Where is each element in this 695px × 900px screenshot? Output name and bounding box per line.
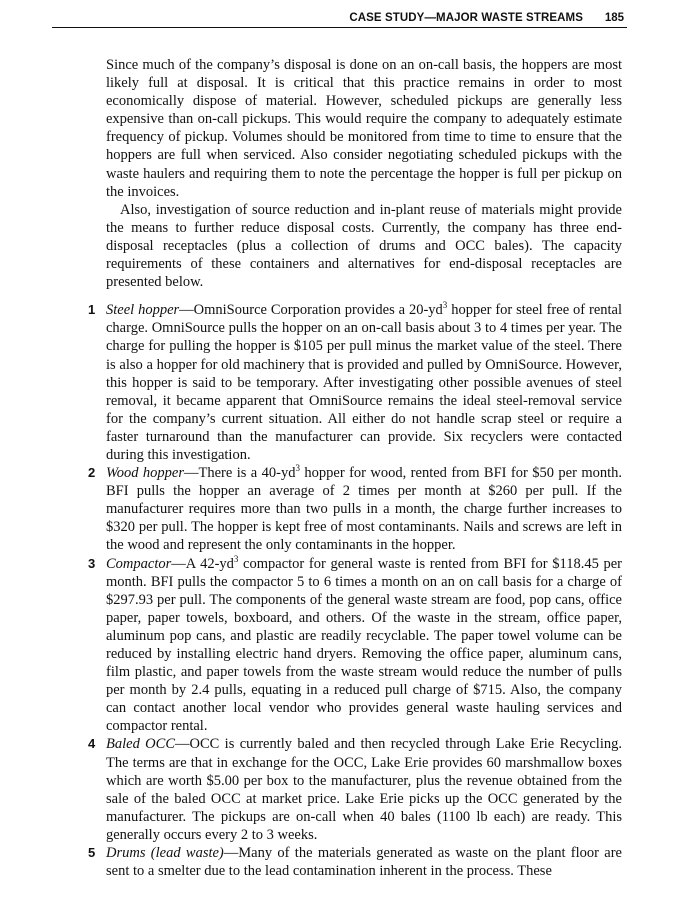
list-item: [88, 301, 622, 464]
superscript: 3: [442, 300, 448, 311]
list-item-text: —Many of the materials generated as waste on the plant floor are sent to a smelter due to the lead contamination inherent in the process. These: [106, 845, 622, 880]
list-item-number: 3: [88, 555, 96, 571]
list-item-text: —OmniSource Corporation provides a 20-yd: [179, 302, 443, 319]
list-item-number: 5: [88, 845, 96, 861]
running-header: [52, 9, 627, 28]
list-item-title: Wood hopper: [106, 465, 184, 482]
list-item-text: hopper for steel free of rental charge. OmniSource pulls the hopper on an on-call basis about 3 to 4 times per year. The charge for pulling the hopper is $105 per pull minus the market value of the steel. There is also a hopper for old machinery that is provided and pulled by OmniSource. However, this hopper is said to be temporary. After investigating other possible avenues of steel removal, it became apparent that OmniSource remains the ideal steel-removal service for the company’s current situation. All either do not handle scrap steel or require a faster turnaround than the manufacturer can provide. Six recyclers were contacted during this investigation.: [106, 302, 622, 463]
list-item-text: —There is a 40-yd: [184, 465, 296, 482]
paragraph: Since much of the company’s disposal is done on an on-call basis, the hoppers are most likely full at disposal. It is critical that this practice remains in order to most economically dispose of material. However, scheduled pickups are generally less expensive than on-call pickups. This would require the company to adequately estimate frequency of pickup. Volumes should be monitored from time to time to ensure that the hoppers are full when serviced. Also consider negotiating scheduled pickups with the waste haulers and requiring them to note the percentage the hopper is full per pickup on the invoices.: [106, 57, 622, 200]
list-item: [88, 735, 622, 844]
list-item-number: 4: [88, 736, 96, 752]
list-item: [88, 464, 622, 554]
list-item-title: Compactor: [106, 555, 172, 572]
numbered-list: [88, 300, 623, 880]
list-item-title: Steel hopper: [106, 302, 180, 319]
list-item-text: compactor for general waste is rented from BFI for $118.45 per month. BFI pulls the compactor 5 to 6 times a month on an on call basis for a charge of $297.93 per pull. The components of the general waste stream are food, pop cans, office paper, paper towels, boxboard, and others. Of the waste in the stream, office paper, aluminum pop cans, and plastic are readily recyclable. The paper towel volume can be reduced by installing electric hand dryers. Removing the office paper, aluminum cans, film plastic, and paper towels from the waste stream would reduce the number of pulls per month by 2.4 pulls, equating in a reduced pull charge of $715. Also, the company can contact another local vendor who provides general waste hauling services and compactor rental.: [106, 555, 622, 735]
list-item: [88, 555, 622, 736]
list-item-text: —OCC is currently baled and then recycled through Lake Erie Recycling. The terms are that in exchange for the OCC, Lake Erie provides 60 marshmallow boxes which are worth $5.00 per box to the manufacturer, plus the revenue obtained from the sale of the baled OCC at market price. Lake Erie picks up the OCC generated by the manufacturer. The pickups are on-call when 40 bales (1100 lb each) are ready. This generally occurs every 2 to 3 weeks.: [106, 736, 622, 843]
superscript: 3: [233, 553, 239, 564]
body-text: [88, 56, 623, 880]
list-item-title: Baled OCC: [106, 736, 175, 753]
list-item: [88, 844, 622, 880]
running-head-title: CASE STUDY—MAJOR WASTE STREAMS: [349, 12, 583, 24]
list-item-number: 2: [88, 465, 96, 481]
list-item-text: —A 42-yd: [171, 555, 234, 572]
superscript: 3: [295, 463, 300, 474]
paragraph: Also, investigation of source reduction and in-plant reuse of materials might provide the means to further reduce disposal costs. Currently, the company has three end-disposal receptacles (plus a collection of drums and OCC bales). The capacity requirements of these containers and alternatives for end-disposal receptacles are presented below.: [106, 201, 622, 291]
list-item-number: 1: [88, 302, 96, 318]
list-item-text: hopper for wood, rented from BFI for $50 per month. BFI pulls the hopper an average of 2 times per month at $260 per pull. If the manufacturer requires more than two pulls in a month, the charge further increases to $320 per pull. The hopper is kept free of most contaminants. Nails and screws are left in the wood and represent the only contaminants in the hopper.: [106, 465, 623, 554]
list-item-title: Drums (lead waste): [106, 845, 224, 862]
page-number: 185: [604, 12, 624, 24]
